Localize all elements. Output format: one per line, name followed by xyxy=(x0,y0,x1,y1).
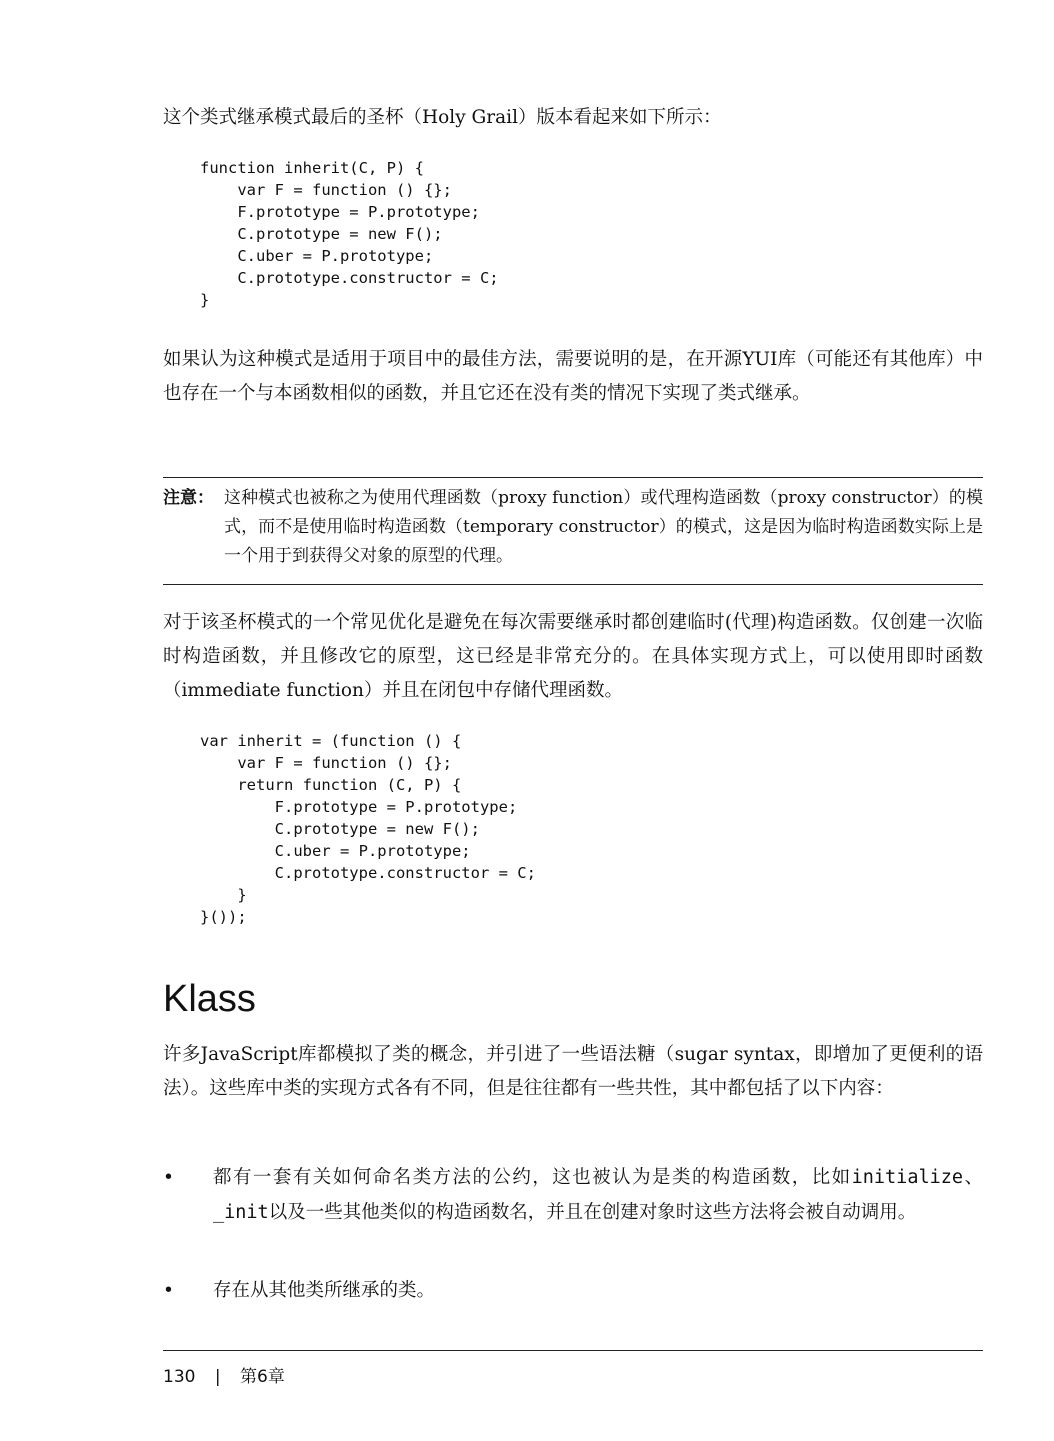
code-block-inherit-closure: var inherit = (function () { var F = function () {}; return function (C, P) { F.prototype = P.prototype; C.prototype = new F(); C.uber = P.prototype; C.prototype.constructor = C; } }()); xyxy=(200,732,536,926)
chapter-label: 第6章 xyxy=(240,1367,285,1387)
page-footer xyxy=(163,1362,299,1387)
code-block-inherit: function inherit(C, P) { var F = function () {}; F.prototype = P.prototype; C.prototype = new F(); C.uber = P.prototype; C.prototype.constructor = C; } xyxy=(200,159,499,309)
separator: 、 xyxy=(963,1167,983,1188)
footer-rule xyxy=(163,1350,983,1351)
note-text: 这种模式也被称之为使用代理函数（proxy function）或代理构造函数（proxy constructor）的模式，而不是使用临时构造函数（temporary constructor）的模式，这是因为临时构造函数实际上是一个用于到获得父对象的原型的代理。 xyxy=(224,488,983,566)
note-box xyxy=(163,484,983,571)
note-bottom-rule xyxy=(163,584,983,585)
list-item-text: 存在从其他类所继承的类。 xyxy=(213,1280,436,1301)
page-number: 130 xyxy=(163,1367,196,1387)
note-top-rule xyxy=(163,477,983,478)
bullet-icon: • xyxy=(163,1167,174,1188)
note-label: 注意： xyxy=(163,488,214,508)
intro-paragraph: 这个类式继承模式最后的圣杯（Holy Grail）版本看起来如下所示： xyxy=(163,107,722,128)
list-item xyxy=(163,1273,983,1308)
bullet-icon: • xyxy=(163,1280,174,1301)
list-item-text: 都有一套有关如何命名类方法的公约，这也被认为是类的构造函数，比如 xyxy=(213,1167,852,1188)
list-item-text: 以及一些其他类似的构造函数名，并且在创建对象时这些方法将会被自动调用。 xyxy=(268,1202,917,1223)
list-item xyxy=(163,1160,983,1230)
footer-separator: | xyxy=(214,1367,221,1387)
inline-code: _init xyxy=(213,1202,269,1223)
yui-paragraph: 如果认为这种模式是适用于项目中的最佳方法，需要说明的是，在开源YUI库（可能还有其他库）中也存在一个与本函数相似的函数，并且它还在没有类的情况下实现了类式继承。 xyxy=(163,349,983,404)
inline-code: initialize xyxy=(851,1167,964,1188)
optimization-paragraph: 对于该圣杯模式的一个常见优化是避免在每次需要继承时都创建临时(代理)构造函数。仅创建一次临时构造函数，并且修改它的原型，这已经是非常充分的。在具体实现方式上，可以使用即时函数（immediate function）并且在闭包中存储代理函数。 xyxy=(163,612,983,701)
section-heading: Klass xyxy=(163,978,256,1020)
klass-paragraph: 许多JavaScript库都模拟了类的概念，并引进了一些语法糖（sugar syntax，即增加了更便利的语法）。这些库中类的实现方式各有不同，但是往往都有一些共性，其中都包括了以下内容： xyxy=(163,1044,983,1099)
